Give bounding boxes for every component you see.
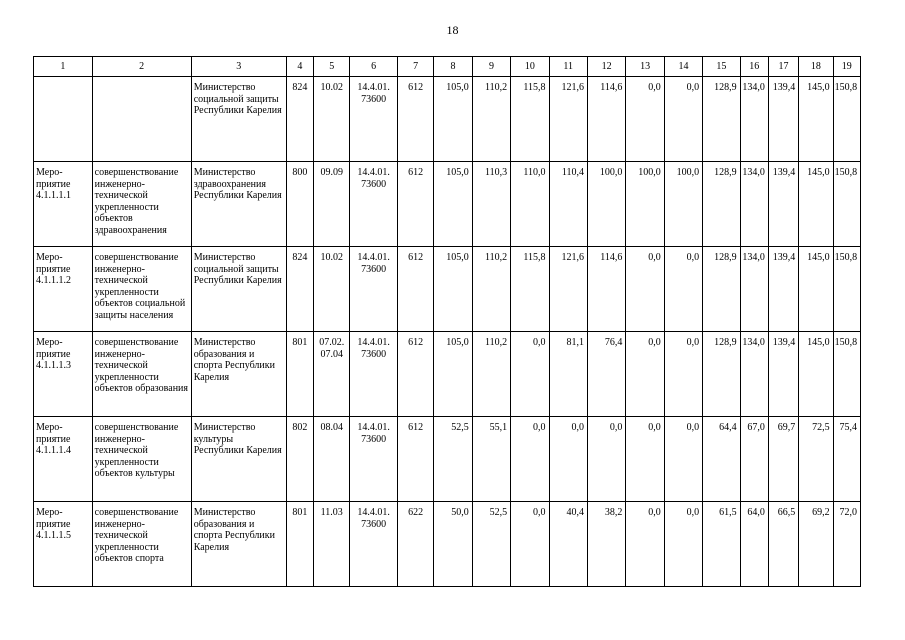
cell-col-2 [92, 77, 191, 162]
cell-col-11: 121,6 [549, 247, 587, 332]
column-header-17: 17 [768, 57, 798, 77]
column-header-2: 2 [92, 57, 191, 77]
column-header-1: 1 [34, 57, 93, 77]
cell-col-10: 0,0 [511, 417, 549, 502]
cell-col-3: Министерство образования и спорта Республики Карелия [191, 502, 286, 587]
cell-col-11: 0,0 [549, 417, 587, 502]
cell-col-11: 110,4 [549, 162, 587, 247]
column-header-15: 15 [703, 57, 740, 77]
cell-col-6: 14.4.01. 73600 [350, 332, 398, 417]
cell-col-14: 0,0 [664, 332, 702, 417]
cell-col-2: совершенствование инженерно-технической укрепленности объектов спорта [92, 502, 191, 587]
cell-col-11: 81,1 [549, 332, 587, 417]
cell-col-12: 100,0 [587, 162, 625, 247]
cell-col-5: 10.02 [314, 247, 350, 332]
column-header-3: 3 [191, 57, 286, 77]
cell-col-6: 14.4.01. 73600 [350, 417, 398, 502]
cell-col-5: 11.03 [314, 502, 350, 587]
cell-col-16: 64,0 [740, 502, 768, 587]
cell-col-15: 128,9 [703, 247, 740, 332]
cell-col-8: 105,0 [434, 332, 472, 417]
cell-col-5: 09.09 [314, 162, 350, 247]
cell-col-14: 100,0 [664, 162, 702, 247]
cell-col-8: 50,0 [434, 502, 472, 587]
cell-col-13: 0,0 [626, 332, 664, 417]
cell-col-14: 0,0 [664, 77, 702, 162]
cell-col-1: Меро-приятие 4.1.1.1.3 [34, 332, 93, 417]
column-header-14: 14 [664, 57, 702, 77]
cell-col-10: 110,0 [511, 162, 549, 247]
cell-col-15: 128,9 [703, 162, 740, 247]
cell-col-16: 134,0 [740, 77, 768, 162]
cell-col-17: 66,5 [768, 502, 798, 587]
cell-col-15: 64,4 [703, 417, 740, 502]
cell-col-8: 52,5 [434, 417, 472, 502]
cell-col-4: 824 [286, 77, 313, 162]
cell-col-18: 69,2 [799, 502, 833, 587]
cell-col-13: 100,0 [626, 162, 664, 247]
column-header-4: 4 [286, 57, 313, 77]
cell-col-17: 69,7 [768, 417, 798, 502]
table-row [34, 332, 861, 417]
cell-col-15: 128,9 [703, 332, 740, 417]
cell-col-9: 110,2 [472, 247, 510, 332]
cell-col-10: 115,8 [511, 247, 549, 332]
cell-col-9: 52,5 [472, 502, 510, 587]
cell-col-1 [34, 77, 93, 162]
cell-col-19: 150,8 [833, 77, 860, 162]
cell-col-1: Меро-приятие 4.1.1.1.2 [34, 247, 93, 332]
cell-col-4: 824 [286, 247, 313, 332]
cell-col-1: Меро-приятие 4.1.1.1.1 [34, 162, 93, 247]
table-row [34, 162, 861, 247]
cell-col-7: 612 [397, 247, 433, 332]
header-row [34, 57, 861, 77]
cell-col-9: 110,3 [472, 162, 510, 247]
cell-col-18: 145,0 [799, 332, 833, 417]
cell-col-19: 72,0 [833, 502, 860, 587]
cell-col-9: 110,2 [472, 332, 510, 417]
cell-col-14: 0,0 [664, 502, 702, 587]
column-header-9: 9 [472, 57, 510, 77]
column-header-18: 18 [799, 57, 833, 77]
cell-col-7: 622 [397, 502, 433, 587]
cell-col-15: 128,9 [703, 77, 740, 162]
cell-col-4: 801 [286, 502, 313, 587]
cell-col-18: 145,0 [799, 162, 833, 247]
cell-col-3: Министерство социальной защиты Республики Карелия [191, 247, 286, 332]
table-body [34, 57, 861, 587]
cell-col-2: совершенствование инженерно-технической укрепленности объектов социальной защиты населения [92, 247, 191, 332]
cell-col-5: 08.04 [314, 417, 350, 502]
cell-col-13: 0,0 [626, 417, 664, 502]
cell-col-4: 800 [286, 162, 313, 247]
cell-col-5: 10.02 [314, 77, 350, 162]
cell-col-16: 134,0 [740, 247, 768, 332]
cell-col-13: 0,0 [626, 247, 664, 332]
cell-col-3: Министерство образования и спорта Республики Карелия [191, 332, 286, 417]
cell-col-4: 801 [286, 332, 313, 417]
cell-col-7: 612 [397, 332, 433, 417]
column-header-13: 13 [626, 57, 664, 77]
cell-col-8: 105,0 [434, 77, 472, 162]
table-row [34, 417, 861, 502]
cell-col-1: Меро-приятие 4.1.1.1.4 [34, 417, 93, 502]
cell-col-14: 0,0 [664, 417, 702, 502]
column-header-8: 8 [434, 57, 472, 77]
cell-col-19: 150,8 [833, 332, 860, 417]
cell-col-17: 139,4 [768, 247, 798, 332]
cell-col-6: 14.4.01. 73600 [350, 77, 398, 162]
column-header-10: 10 [511, 57, 549, 77]
cell-col-8: 105,0 [434, 247, 472, 332]
cell-col-16: 134,0 [740, 332, 768, 417]
cell-col-12: 114,6 [587, 247, 625, 332]
cell-col-5: 07.02. 07.04 [314, 332, 350, 417]
cell-col-11: 40,4 [549, 502, 587, 587]
cell-col-6: 14.4.01. 73600 [350, 162, 398, 247]
cell-col-3: Министерство здравоохранения Республики Карелия [191, 162, 286, 247]
cell-col-3: Министерство социальной защиты Республики Карелия [191, 77, 286, 162]
page-number: 18 [446, 23, 459, 37]
cell-col-2: совершенствование инженерно-технической укрепленности объектов образования [92, 332, 191, 417]
cell-col-19: 150,8 [833, 247, 860, 332]
cell-col-18: 145,0 [799, 247, 833, 332]
column-header-19: 19 [833, 57, 860, 77]
cell-col-10: 0,0 [511, 502, 549, 587]
cell-col-8: 105,0 [434, 162, 472, 247]
cell-col-12: 114,6 [587, 77, 625, 162]
cell-col-10: 115,8 [511, 77, 549, 162]
table-row [34, 77, 861, 162]
cell-col-2: совершенствование инженерно-технической укрепленности объектов культуры [92, 417, 191, 502]
table-row [34, 247, 861, 332]
cell-col-7: 612 [397, 77, 433, 162]
cell-col-19: 75,4 [833, 417, 860, 502]
cell-col-10: 0,0 [511, 332, 549, 417]
cell-col-18: 72,5 [799, 417, 833, 502]
cell-col-18: 145,0 [799, 77, 833, 162]
cell-col-12: 38,2 [587, 502, 625, 587]
cell-col-12: 0,0 [587, 417, 625, 502]
column-header-11: 11 [549, 57, 587, 77]
column-header-7: 7 [397, 57, 433, 77]
table-row [34, 502, 861, 587]
cell-col-17: 139,4 [768, 332, 798, 417]
cell-col-17: 139,4 [768, 77, 798, 162]
cell-col-14: 0,0 [664, 247, 702, 332]
cell-col-13: 0,0 [626, 77, 664, 162]
cell-col-16: 67,0 [740, 417, 768, 502]
cell-col-12: 76,4 [587, 332, 625, 417]
cell-col-9: 55,1 [472, 417, 510, 502]
cell-col-13: 0,0 [626, 502, 664, 587]
cell-col-16: 134,0 [740, 162, 768, 247]
cell-col-11: 121,6 [549, 77, 587, 162]
cell-col-2: совершенствование инженерно-технической укрепленности объектов здравоохранения [92, 162, 191, 247]
column-header-12: 12 [587, 57, 625, 77]
column-header-6: 6 [350, 57, 398, 77]
cell-col-6: 14.4.01. 73600 [350, 502, 398, 587]
cell-col-9: 110,2 [472, 77, 510, 162]
cell-col-19: 150,8 [833, 162, 860, 247]
cell-col-6: 14.4.01. 73600 [350, 247, 398, 332]
cell-col-3: Министерство культуры Республики Карелия [191, 417, 286, 502]
cell-col-7: 612 [397, 417, 433, 502]
cell-col-17: 139,4 [768, 162, 798, 247]
cell-col-7: 612 [397, 162, 433, 247]
column-header-16: 16 [740, 57, 768, 77]
column-header-5: 5 [314, 57, 350, 77]
cell-col-4: 802 [286, 417, 313, 502]
budget-table [33, 56, 861, 587]
cell-col-1: Меро-приятие 4.1.1.1.5 [34, 502, 93, 587]
cell-col-15: 61,5 [703, 502, 740, 587]
